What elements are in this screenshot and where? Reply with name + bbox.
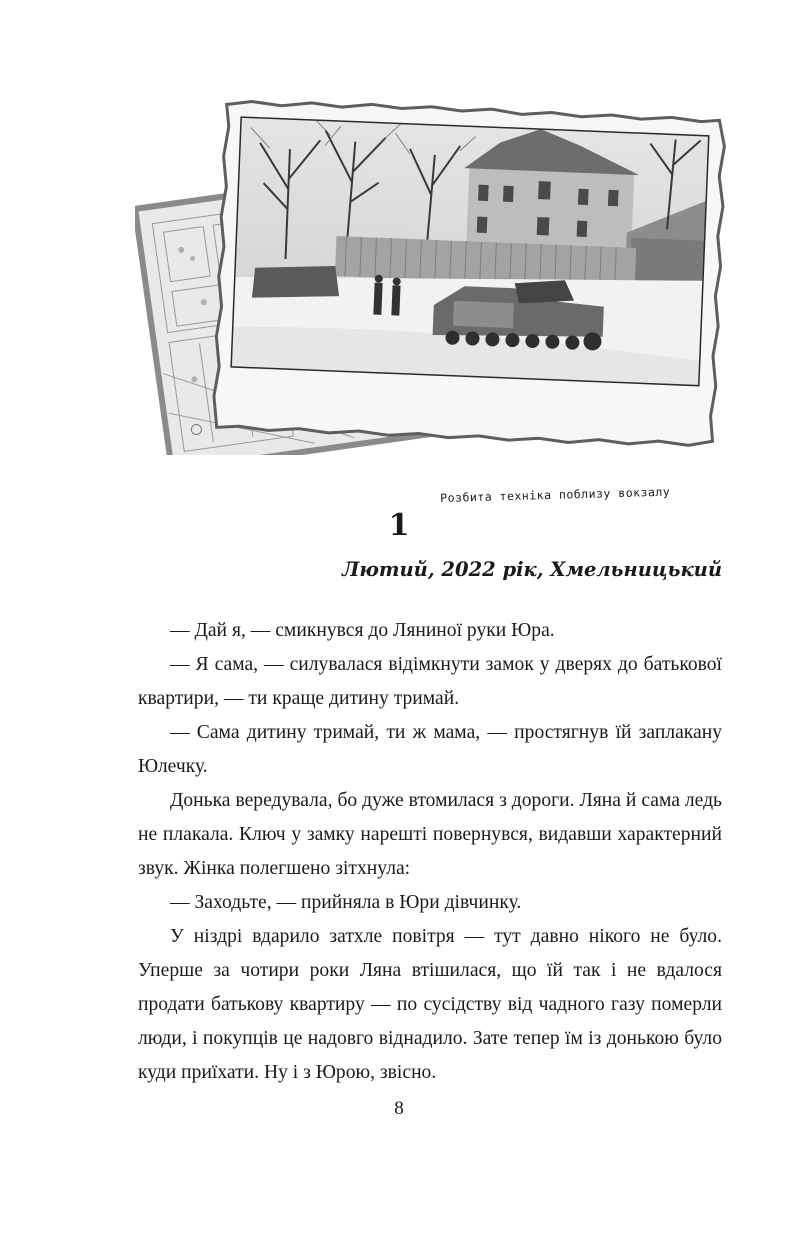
page-number: 8: [394, 1098, 404, 1119]
paragraph: — Дай я, — смикнувся до Ляниної руки Юра.: [170, 620, 555, 641]
chapter-number: 1: [388, 508, 410, 543]
paragraph: — Я сама, — силувалася відімкнути замок у дверях до батькової квартири, — ти краще дитину тримай.: [138, 654, 722, 709]
body-text: [138, 614, 722, 1090]
photo-card: [135, 95, 735, 455]
chapter-subtitle: Лютий, 2022 рік, Хмельницький: [342, 558, 722, 581]
photo-caption: Розбита техніка поблизу вокзалу: [440, 484, 671, 505]
paragraph: Донька вередувала, бо дуже втомилася з дороги. Ляна й сама ледь не плакала. Ключ у замку нарешті повернувся, видавши характерний звук. Жінка полегшено зітхнула:: [138, 790, 722, 879]
paragraph: У ніздрі вдарило затхле повітря — тут давно нікого не було. Уперше за чотири роки Ляна втішилася, що їй так і не вдалося продати батькову квартиру — по сусідству від чадного газу померли люди, і покупців це надовго віднадило. Зате тепер їм із донькою було куди приїхати. Ну і з Юрою, звісно.: [138, 926, 722, 1083]
paragraph: — Сама дитину тримай, ти ж мама, — простягнув їй заплакану Юлечку.: [138, 722, 722, 777]
chapter-illustration: [135, 95, 735, 505]
paragraph: — Заходьте, — прийняла в Юри дівчинку.: [170, 892, 522, 913]
